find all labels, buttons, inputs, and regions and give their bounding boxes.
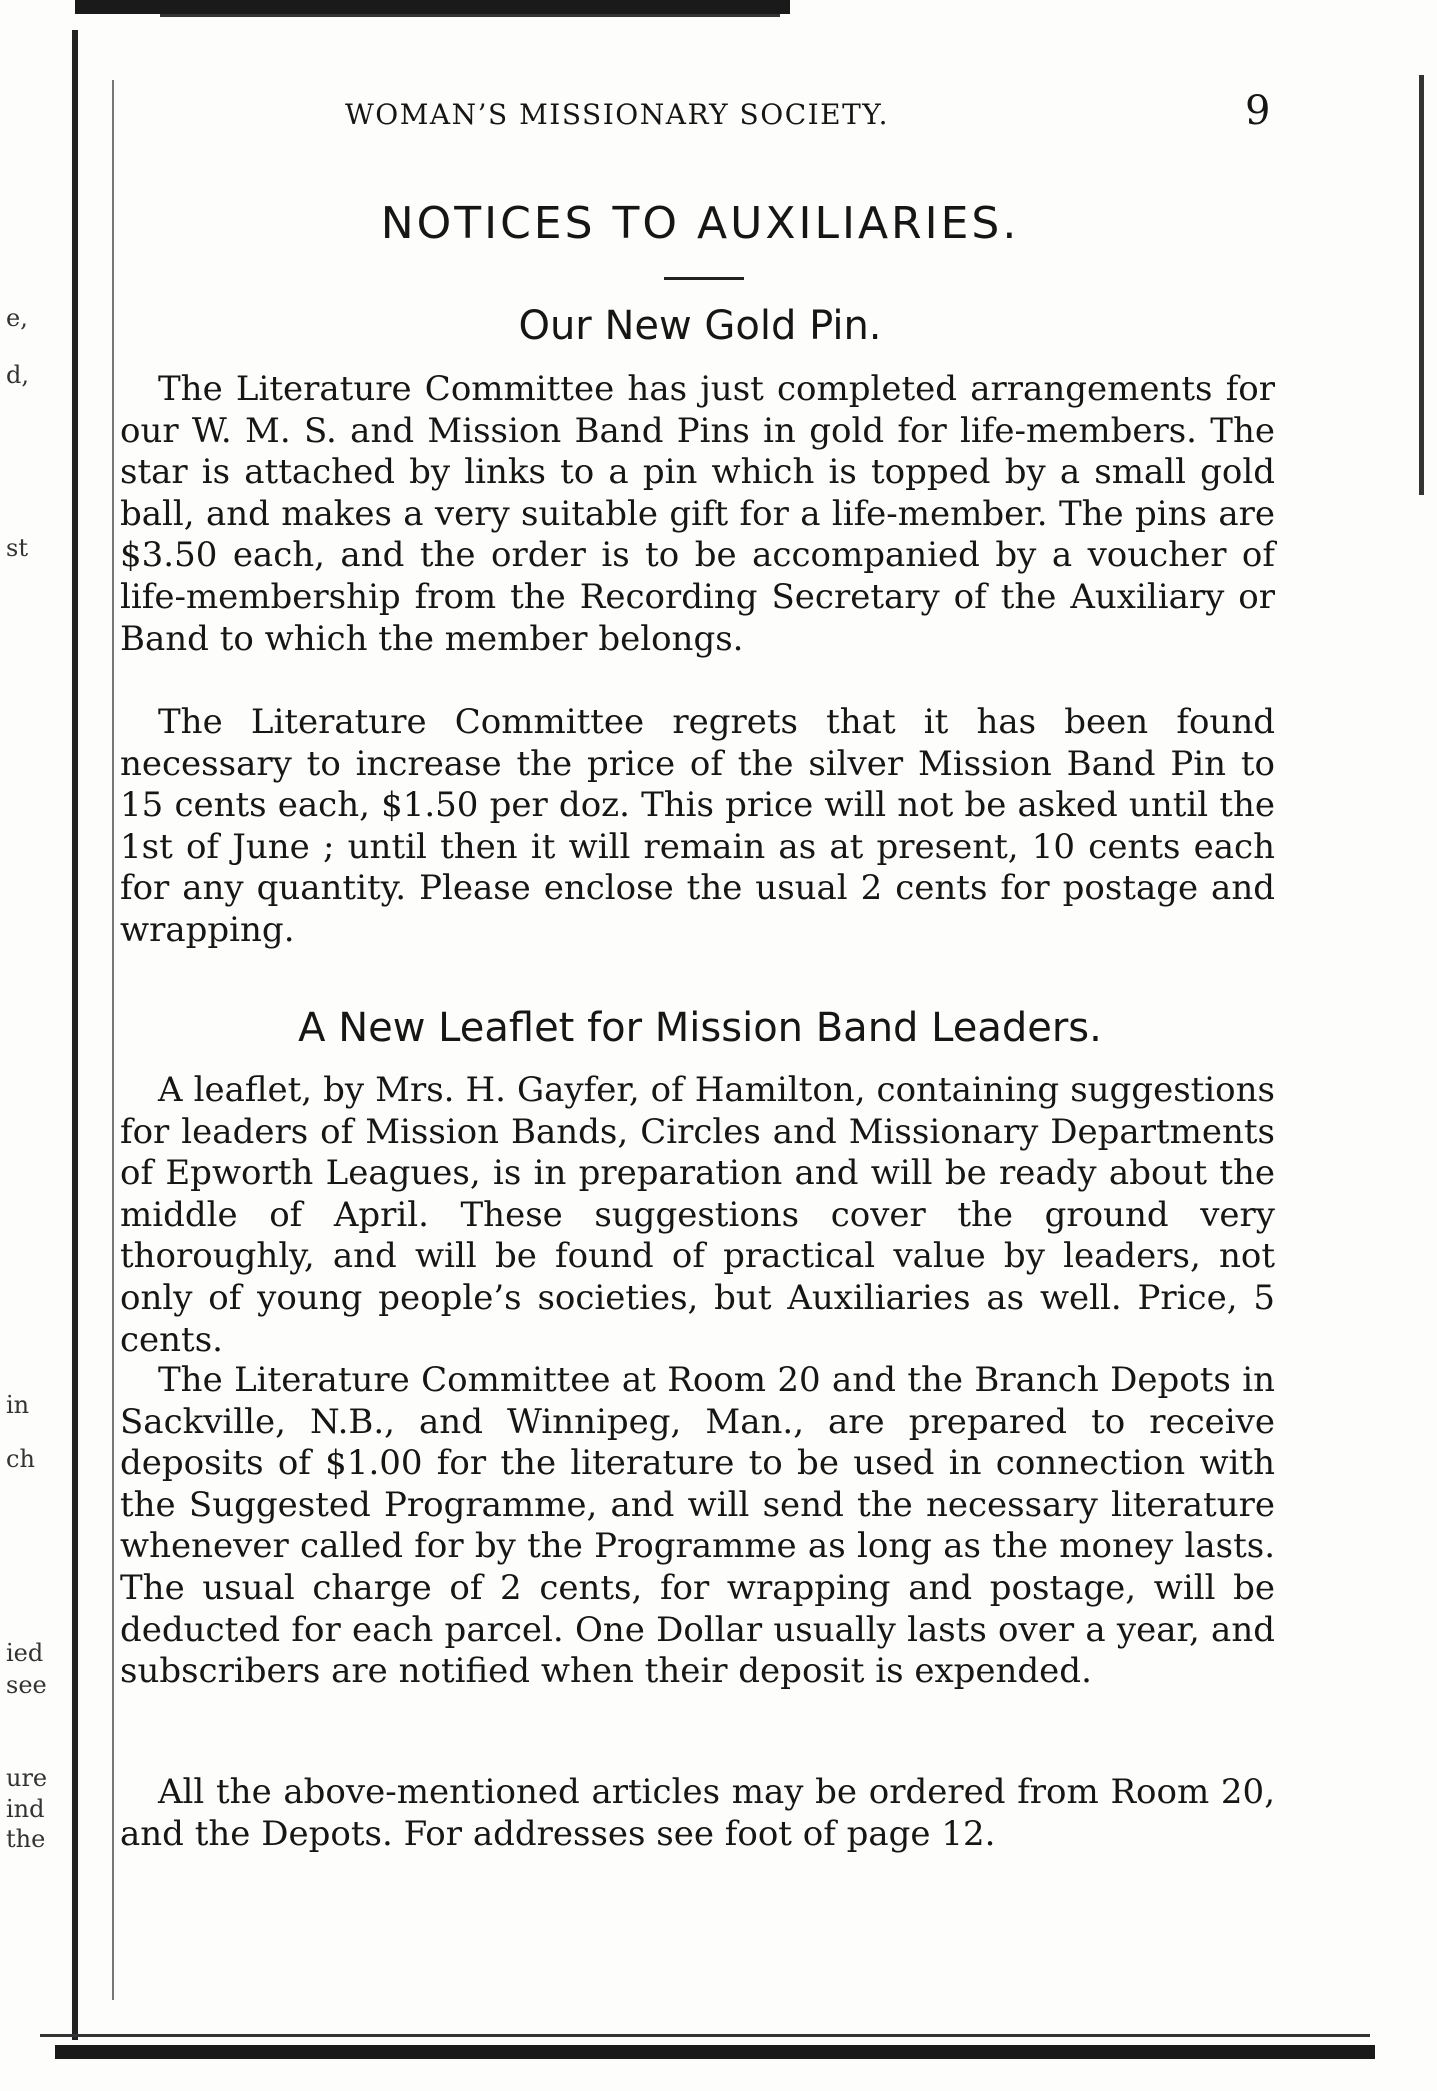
top-rule-thin [160, 14, 780, 17]
right-edge-mark [1419, 75, 1424, 495]
bottom-rule-thin [40, 2034, 1370, 2037]
article-title-leaflet: A New Leaflet for Mission Band Leaders. [298, 1005, 1102, 1051]
section-title: NOTICES TO AUXILIARIES. [380, 198, 1020, 249]
margin-fragment: ied [6, 1639, 44, 1667]
margin-fragment: see [6, 1671, 47, 1699]
page-number: 9 [1245, 88, 1271, 134]
top-rule [75, 0, 790, 14]
article-paragraph: A leaflet, by Mrs. H. Gayfer, of Hamilton, containing suggestions for leaders of Mission Bands, Circles and Missionary Departments of Epworth Leagues, is in preparation and will be ready about the middle of April. These suggestions cover the ground very thoroughly, and will be found of practical value by leaders, not only of young people’s societies, but Auxiliaries as well. Price, 5 cents. [120, 1070, 1275, 1360]
margin-fragment: st [6, 534, 28, 562]
margin-fragment: e, [6, 304, 28, 332]
margin-fragment: ind [6, 1795, 45, 1823]
margin-fragment: d, [6, 361, 29, 389]
article-paragraph: The Literature Committee has just completed arrangements for our W. M. S. and Mission Band Pins in gold for life-members. The star is attached by links to a pin which is topped by a small gold ball, and makes a very suitable gift for a life-member. The pins are $3.50 each, and the order is to be accompanied by a voucher of life-membership from the Recording Secretary of the Auxiliary or Band to which the member belongs. [120, 369, 1275, 659]
margin-fragment: in [6, 1391, 30, 1419]
article-title-gold-pin: Our New Gold Pin. [518, 303, 882, 349]
left-gutter-line [112, 80, 114, 2000]
margin-fragment: the [6, 1825, 46, 1853]
margin-fragment: ch [6, 1445, 35, 1473]
section-divider [664, 277, 744, 280]
left-binding-edge [72, 30, 78, 2040]
margin-fragment: ure [6, 1764, 48, 1792]
running-header: WOMAN’S MISSIONARY SOCIETY. [345, 98, 890, 131]
bottom-rule [55, 2045, 1375, 2059]
article-paragraph: All the above-mentioned articles may be ordered from Room 20, and the Depots. For addresses see foot of page 12. [120, 1772, 1275, 1854]
article-paragraph: The Literature Committee regrets that it has been found necessary to increase the price of the silver Mission Band Pin to 15 cents each, $1.50 per doz. This price will not be asked until the 1st of June ; until then it will remain as at present, 10 cents each for any quantity. Please enclose the usual 2 cents for postage and wrapping. [120, 702, 1275, 950]
article-paragraph: The Literature Committee at Room 20 and the Branch Depots in Sackville, N.B., and Winnipeg, Man., are prepared to receive deposits of $1.00 for the literature to be used in connection with the Suggested Programme, and will send the necessary literature whenever called for by the Programme as long as the money lasts. The usual charge of 2 cents, for wrapping and postage, will be deducted for each parcel. One Dollar usually lasts over a year, and subscribers are notified when their deposit is expended. [120, 1360, 1275, 1692]
